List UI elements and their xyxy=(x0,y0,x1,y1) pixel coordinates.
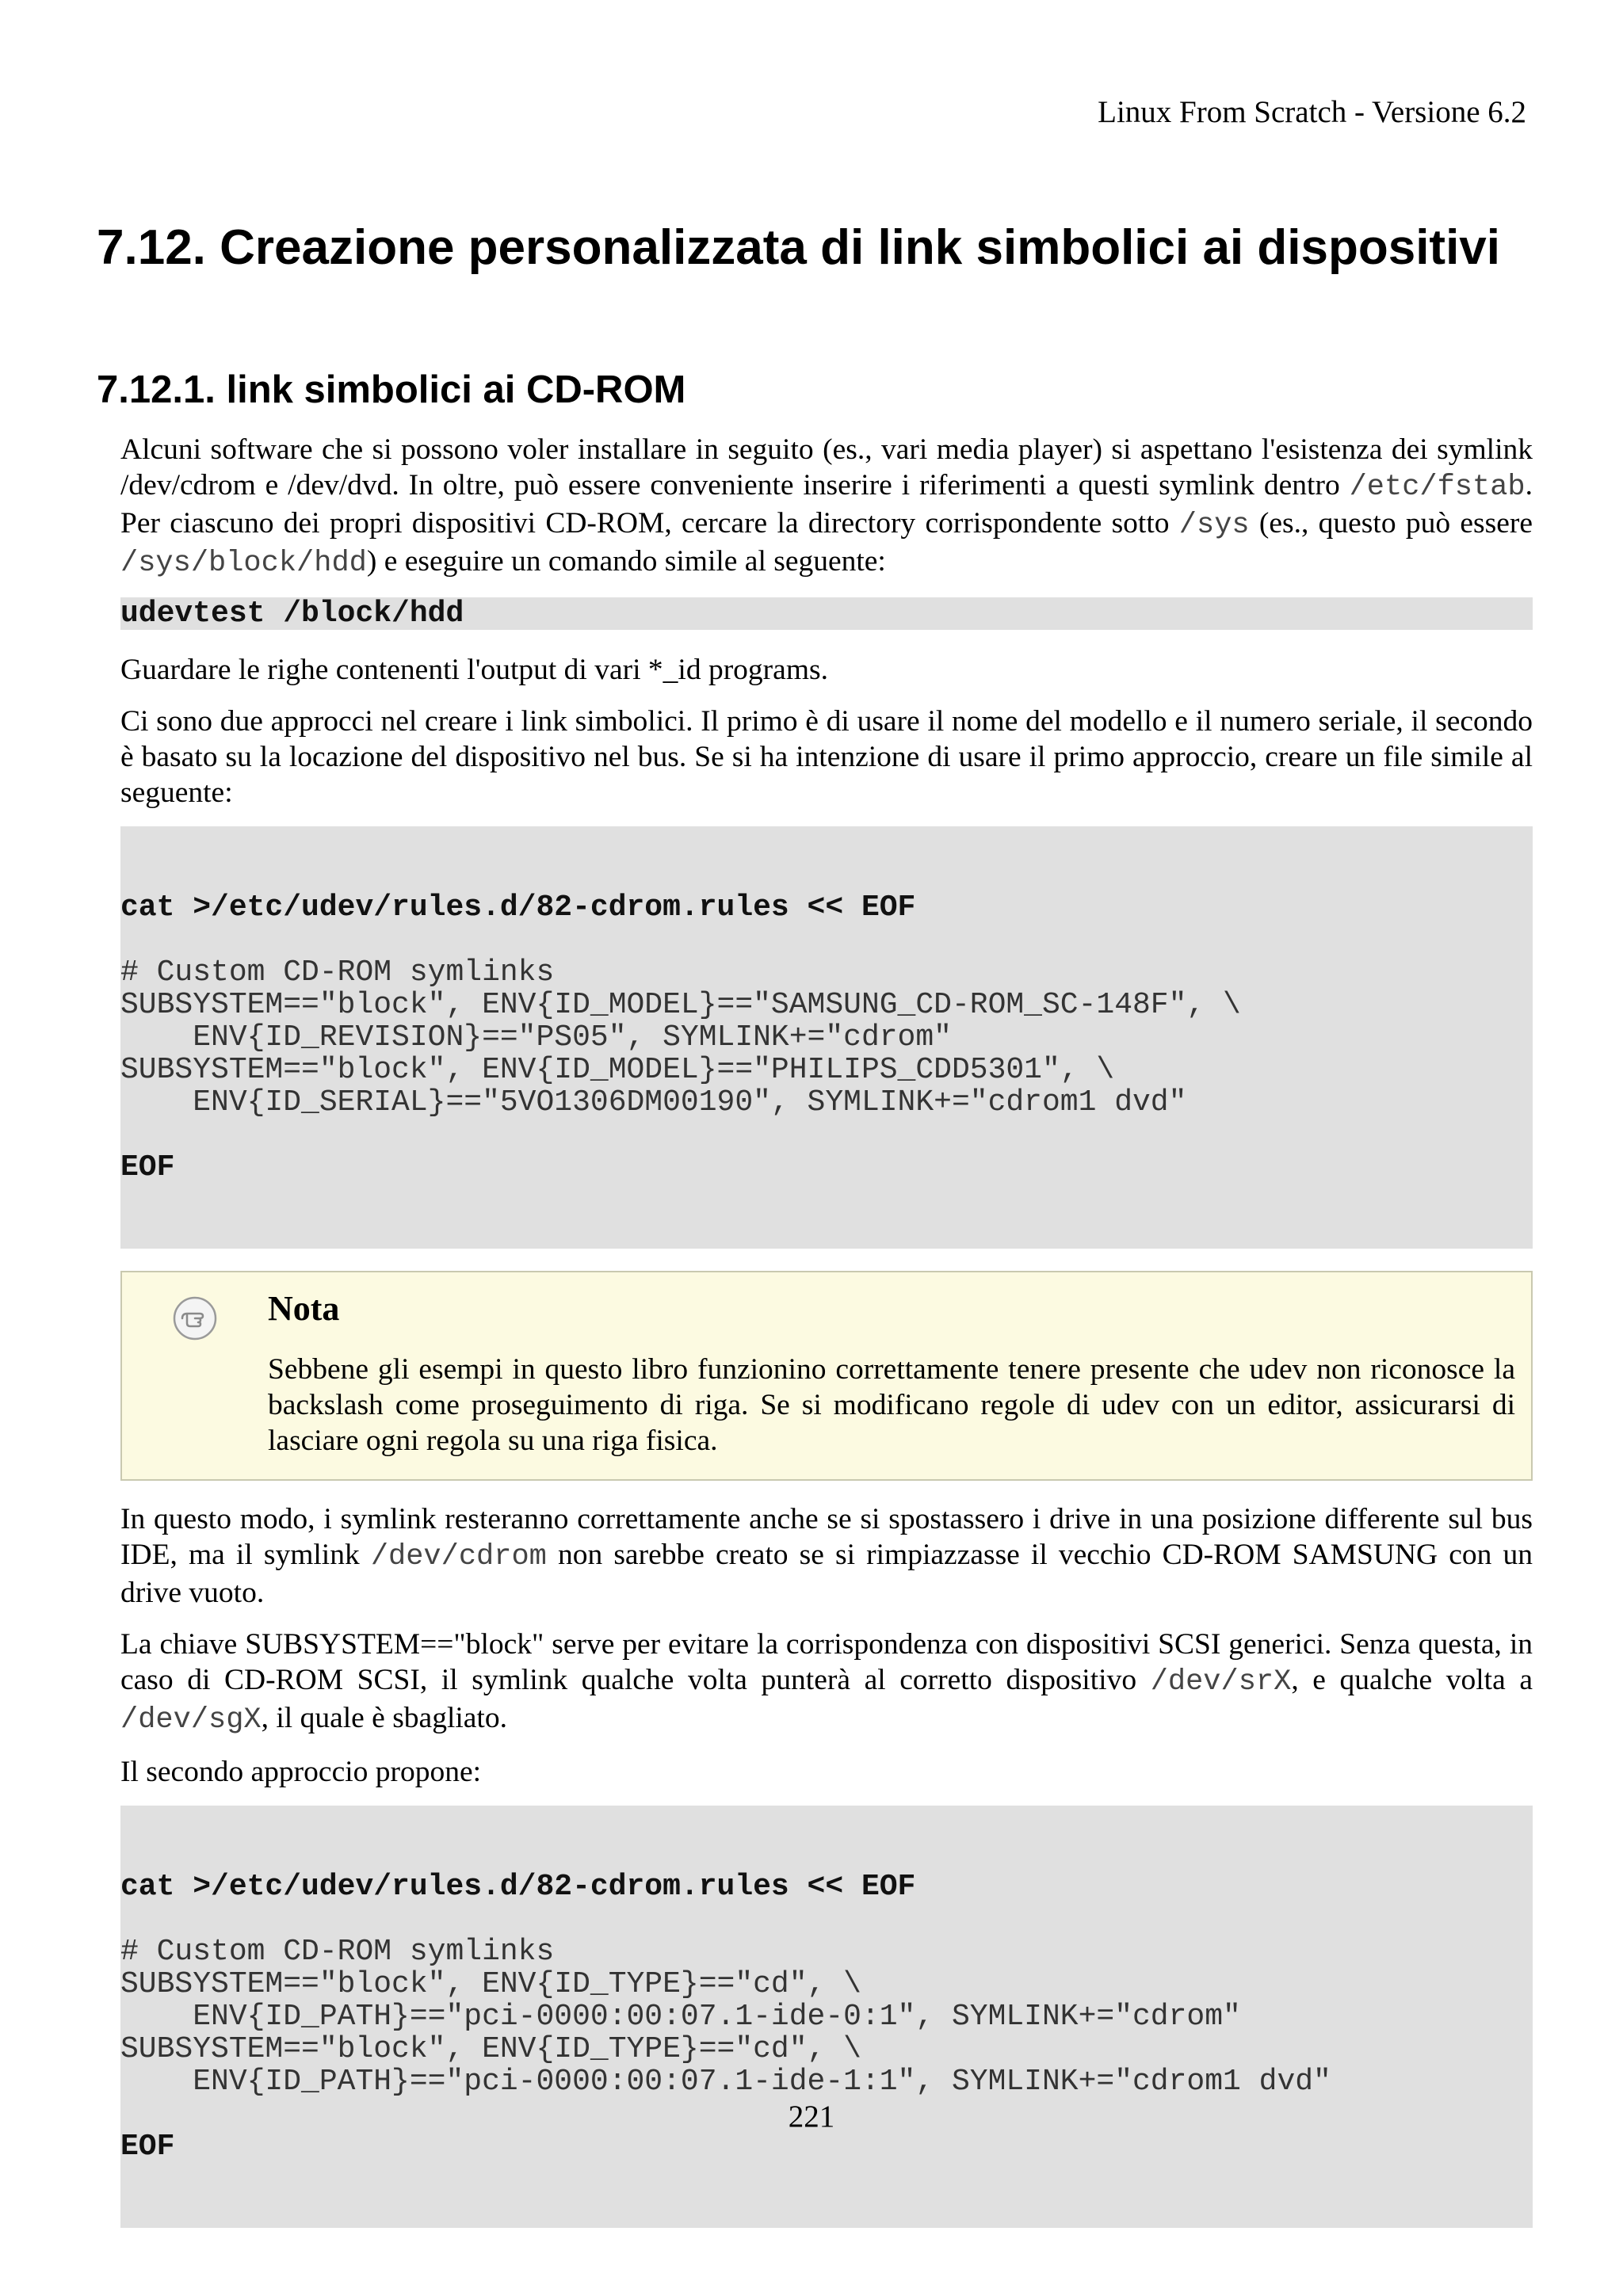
code-line: cat >/etc/udev/rules.d/82-cdrom.rules << EOF xyxy=(120,1870,916,1904)
inline-code: /etc/fstab xyxy=(1349,471,1526,504)
inline-code: /dev/cdrom xyxy=(370,1540,547,1573)
code-line: EOF xyxy=(120,2130,175,2164)
inline-code: /sys xyxy=(1178,509,1250,542)
inline-code: /dev/srX xyxy=(1150,1665,1292,1699)
code-line xyxy=(120,1119,1533,1151)
code-line: SUBSYSTEM=="block", ENV{ID_TYPE}=="cd", \ xyxy=(120,2032,861,2066)
note-text: Sebbene gli esempi in questo libro funzionino correttamente tenere presente che udev non riconosce la backslash come proseguimento di riga. Se si modificano regole di udev con un editor, assicurarsi di lasciare ogni regola su una riga fisica. xyxy=(268,1353,1515,1457)
code-line: SUBSYSTEM=="block", ENV{ID_MODEL}=="PHILIPS_CDD5301", \ xyxy=(120,1053,1115,1087)
paragraph-mode: In questo modo, i symlink resteranno correttamente anche se si spostassero i drive in una posizione differente sul bus IDE, ma il symlink /dev/cdrom non sarebbe creato se si rimpiazzasse il vecchio CD-ROM SAMSUNG con un drive vuoto. xyxy=(120,1503,1533,1609)
section-title: 7.12. Creazione personalizzata di link simbolici ai dispositivi xyxy=(97,220,1500,275)
code-block-path-rules xyxy=(120,1806,1533,2228)
command-line: udevtest /block/hdd xyxy=(120,597,464,630)
note-callout xyxy=(120,1271,1533,1481)
code-line: SUBSYSTEM=="block", ENV{ID_TYPE}=="cd", \ xyxy=(120,1967,861,2001)
command-block xyxy=(120,597,1533,630)
code-line xyxy=(120,1903,1533,1936)
note-title: Nota xyxy=(268,1289,340,1328)
code-line xyxy=(120,924,1533,956)
code-line: SUBSYSTEM=="block", ENV{ID_MODEL}=="SAMSUNG_CD-ROM_SC-148F", \ xyxy=(120,988,1241,1022)
code-line: ENV{ID_PATH}=="pci-0000:00:07.1-ide-1:1", SYMLINK+="cdrom1 dvd" xyxy=(120,2065,1331,2099)
page-number: 221 xyxy=(788,2100,835,2134)
code-line: EOF xyxy=(120,1150,175,1184)
code-line: ENV{ID_SERIAL}=="5VO1306DM00190", SYMLINK+="cdrom1 dvd" xyxy=(120,1085,1187,1119)
paragraph-second-approach: Il secondo approccio propone: xyxy=(120,1756,482,1788)
paragraph-approaches: Ci sono due approcci nel creare i link simbolici. Il primo è di usare il nome del modello e il numero seriale, il secondo è basato su la locazione del dispositivo nel bus. Se si ha intenzione di usare il primo approccio, creare un file simile al seguente: xyxy=(120,705,1533,809)
code-line: # Custom CD-ROM symlinks xyxy=(120,955,555,990)
subsection-title: 7.12.1. link simbolici ai CD-ROM xyxy=(97,368,686,411)
code-line: ENV{ID_PATH}=="pci-0000:00:07.1-ide-0:1", SYMLINK+="cdrom" xyxy=(120,2000,1241,2034)
inline-code: /dev/sgX xyxy=(120,1703,262,1737)
running-header: Linux From Scratch - Versione 6.2 xyxy=(1098,95,1526,129)
code-block-model-rules xyxy=(120,826,1533,1249)
code-line: ENV{ID_REVISION}=="PS05", SYMLINK+="cdrom" xyxy=(120,1020,952,1055)
note-hand-icon xyxy=(171,1295,219,1342)
intro-paragraph: Alcuni software che si possono voler installare in seguito (es., vari media player) si aspettano l'esistenza dei symlink /dev/cdrom e /dev/dvd. In oltre, può essere conveniente inserire i riferimenti a questi symlink dentro /etc/fstab. Per ciascuno dei propri dispositivi CD-ROM, cercare la directory corrispondente sotto /sys (es., questo può essere /sys/block/hdd) e eseguire un comando simile al seguente: xyxy=(120,433,1533,580)
code-line: # Custom CD-ROM symlinks xyxy=(120,1935,555,1969)
paragraph-subsystem-key: La chiave SUBSYSTEM=="block" serve per evitare la corrispondenza con dispositivi SCSI generici. Senza questa, in caso di CD-ROM SCSI, il symlink qualche volta punterà al corretto dispositivo /dev/srX, e qualche volta a /dev/sgX, il quale è sbagliato. xyxy=(120,1628,1533,1737)
code-line: cat >/etc/udev/rules.d/82-cdrom.rules << EOF xyxy=(120,891,916,925)
page-body xyxy=(120,432,1533,2250)
inline-code: /sys/block/hdd xyxy=(120,547,367,580)
paragraph-lookfor: Guardare le righe contenenti l'output di vari *_id programs. xyxy=(120,654,828,686)
